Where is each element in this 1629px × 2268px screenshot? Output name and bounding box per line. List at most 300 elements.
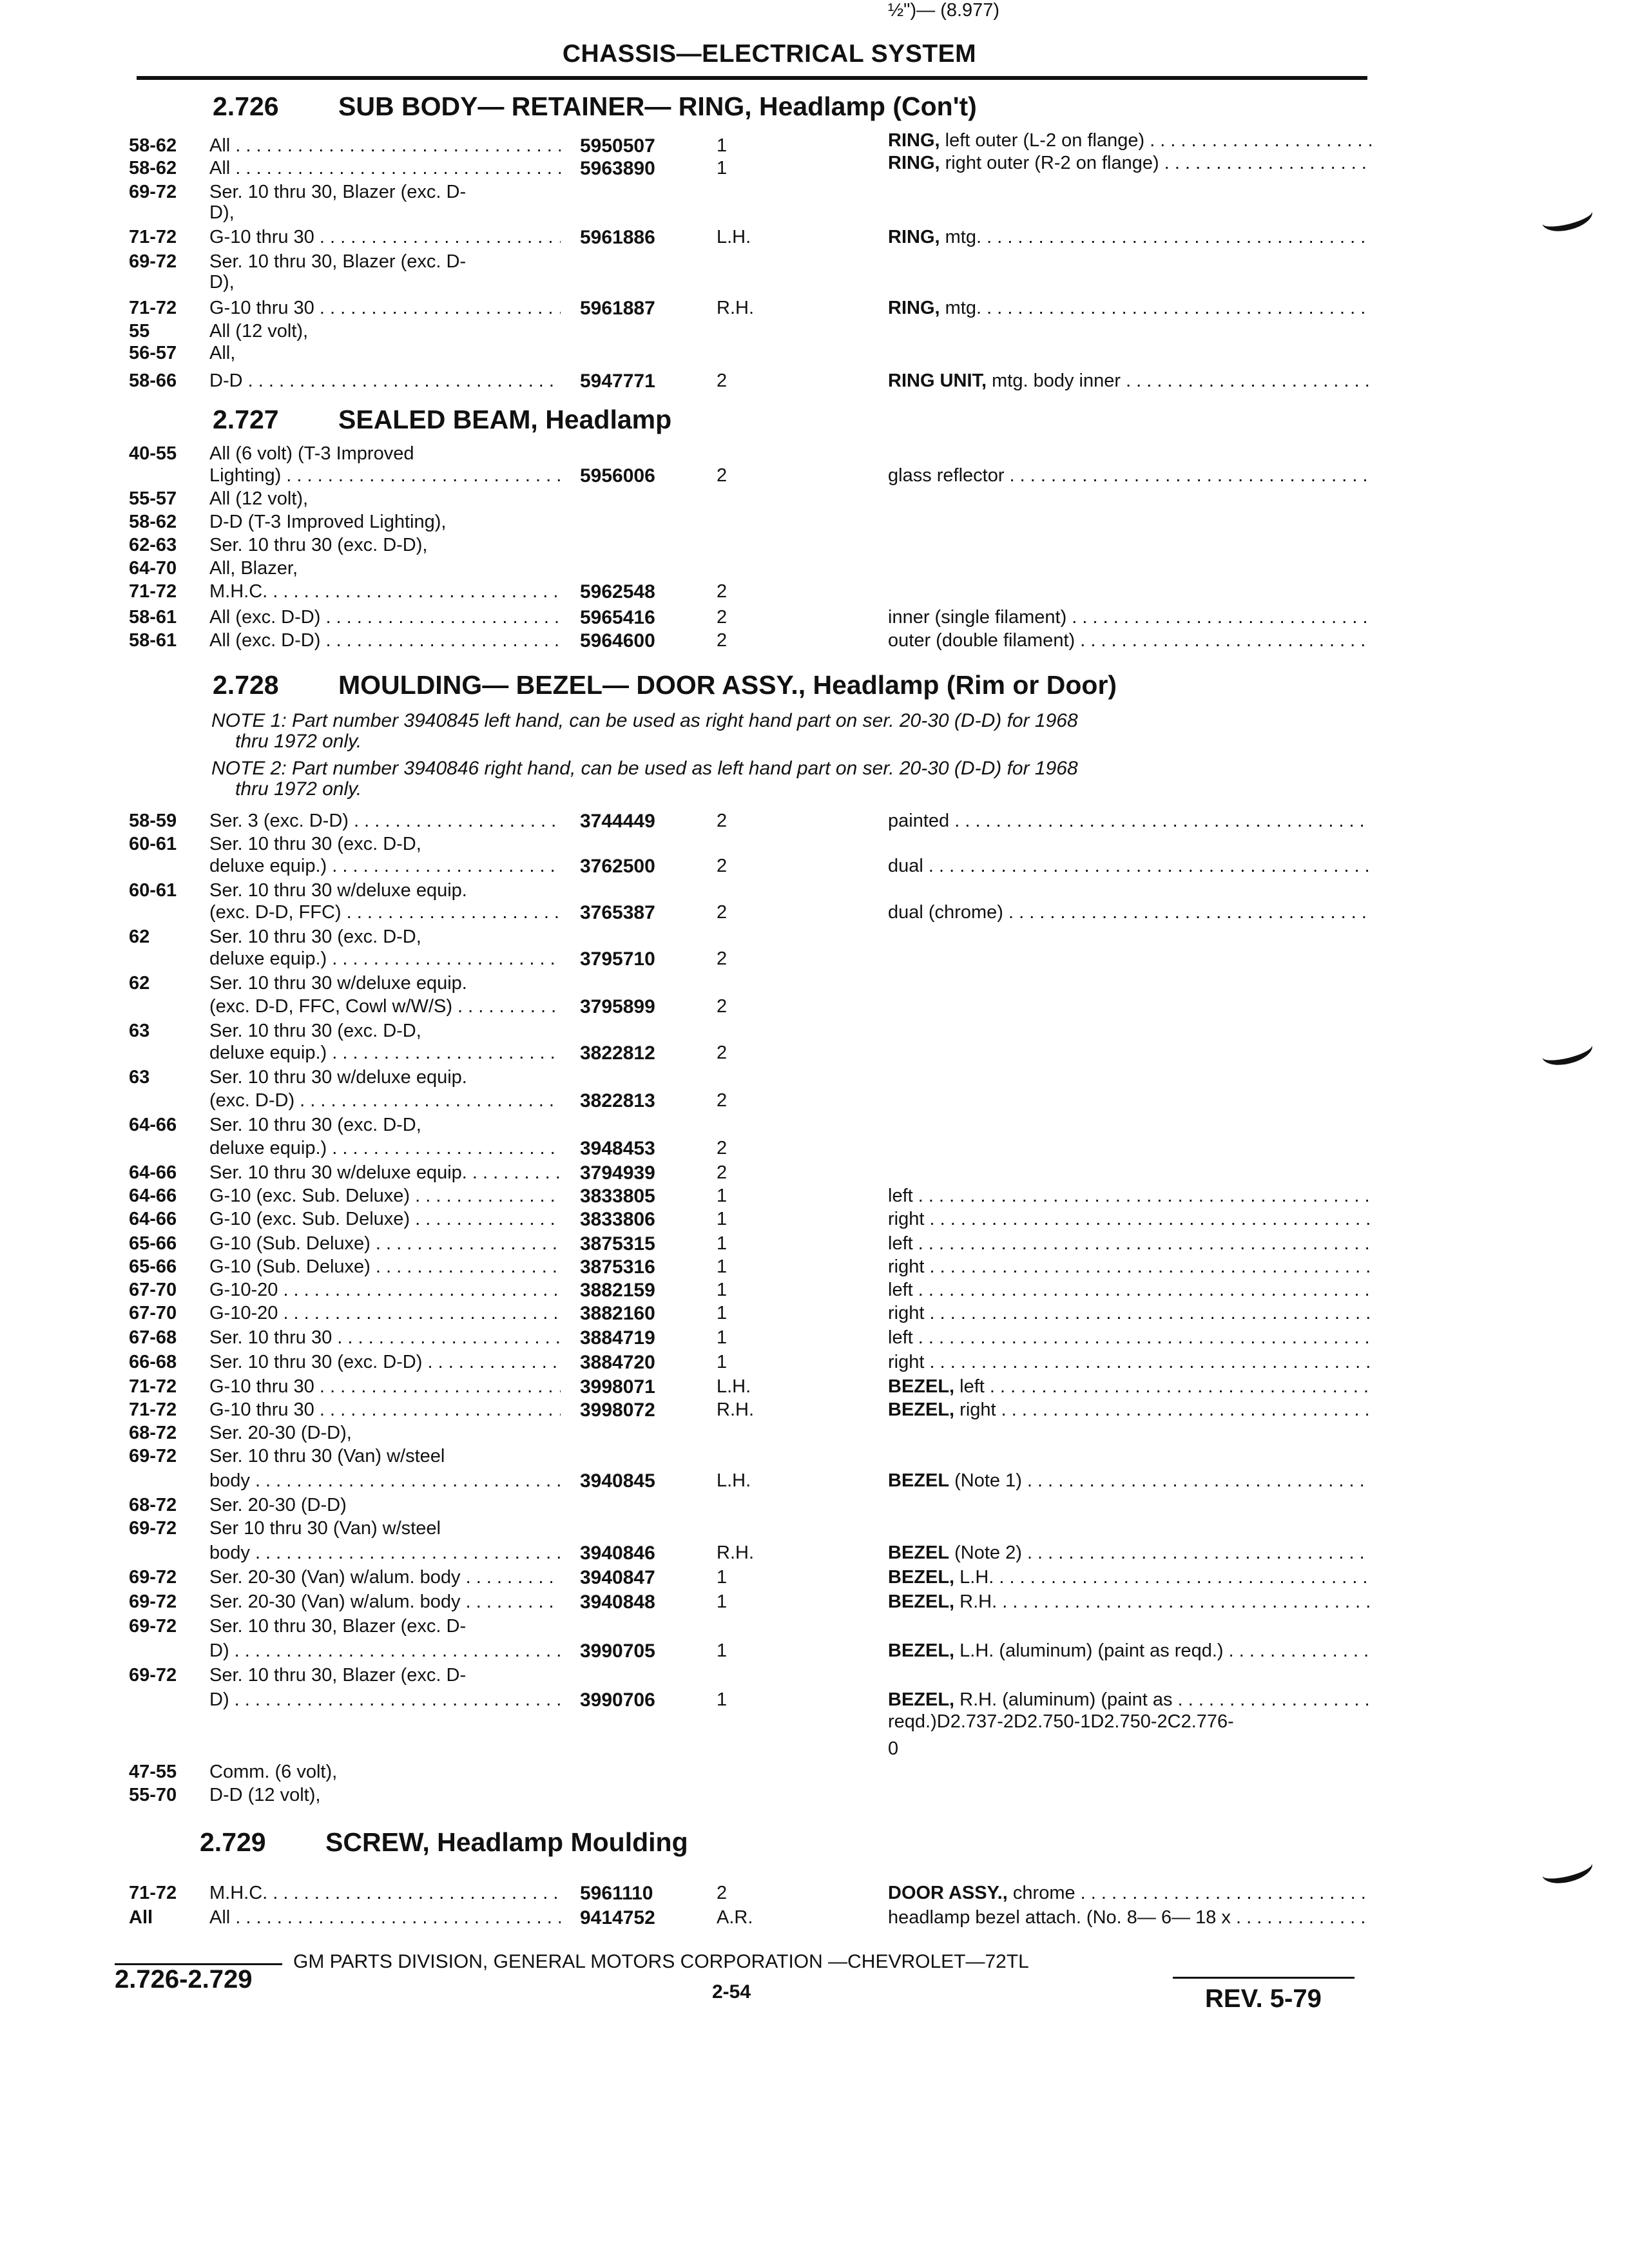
description: BEZEL (Note 1) . . . [888, 1470, 1371, 1492]
application: M.H.C. . . . [209, 1883, 561, 1904]
table-row [0, 1665, 1629, 1688]
application: (exc. D-D, FFC) . . . [209, 902, 561, 923]
section-number: 2.728 [213, 670, 279, 700]
application: M.H.C. . . . [209, 581, 561, 602]
table-row [0, 902, 1629, 925]
quantity: 1 [717, 1209, 728, 1229]
quantity: 1 [717, 1567, 728, 1588]
footer-rule [1173, 1977, 1354, 1979]
table-row [0, 927, 1629, 950]
year-range: 69-72 [129, 182, 177, 202]
revision-label: REV. 5-79 [1205, 1984, 1322, 2013]
quantity: L.H. [717, 227, 751, 247]
year-range: 58-61 [129, 630, 177, 651]
year-range: 58-61 [129, 607, 177, 628]
table-row [0, 153, 1629, 181]
year-range: 67-70 [129, 1280, 177, 1300]
quantity: 1 [717, 1186, 728, 1206]
application: Ser. 10 thru 30 (exc. D-D) . . . [209, 1352, 561, 1373]
description: BEZEL, left . . . [888, 1376, 1371, 1398]
year-range: 69-72 [129, 1446, 177, 1466]
year-range: 71-72 [129, 1883, 177, 1903]
table-row [0, 465, 1629, 488]
application: Ser. 3 (exc. D-D) . . . [209, 811, 561, 832]
description: 0 [888, 1738, 899, 1759]
part-number: 3882160 [580, 1303, 655, 1324]
year-range: 71-72 [129, 1376, 177, 1397]
table-row [0, 1303, 1629, 1326]
table-row [0, 1209, 1629, 1232]
year-range: 55 [129, 321, 150, 341]
quantity: 1 [717, 158, 728, 178]
application: Comm. (6 volt), [209, 1762, 338, 1782]
year-range: 65-66 [129, 1256, 177, 1277]
application: Ser. 10 thru 30 w/deluxe equip. [209, 1067, 467, 1088]
table-row [0, 1785, 1629, 1808]
year-range: 55-70 [129, 1785, 177, 1805]
application: Ser. 20-30 (D-D), [209, 1423, 352, 1443]
table-row [0, 834, 1629, 857]
table-row [0, 856, 1629, 879]
year-range: 58-59 [129, 811, 177, 831]
application: All (6 volt) (T-3 Improved [209, 443, 414, 464]
section-heading-2727 [213, 405, 671, 435]
year-range: 68-72 [129, 1423, 177, 1443]
section-number: 2.729 [200, 1827, 266, 1857]
application: All . . . [209, 1907, 561, 1928]
application: Ser. 10 thru 30, Blazer (exc. D- [209, 251, 467, 272]
table-row [0, 1738, 1629, 1762]
year-range: 69-72 [129, 1616, 177, 1637]
year-range: 47-55 [129, 1762, 177, 1782]
part-number: 5950507 [580, 135, 655, 157]
quantity: 2 [717, 1090, 728, 1111]
year-range: 64-66 [129, 1115, 177, 1135]
quantity: A.R. [717, 1907, 753, 1928]
table-row [0, 1256, 1629, 1280]
year-range: 71-72 [129, 1399, 177, 1420]
quantity: R.H. [717, 1399, 754, 1420]
application: Ser. 10 thru 30, Blazer (exc. D- [209, 1616, 467, 1637]
table-row [0, 1689, 1629, 1713]
table-row [0, 1352, 1629, 1375]
description: left . . . [888, 1233, 1371, 1254]
page-number: 2-54 [712, 1981, 751, 2003]
table-row [0, 948, 1629, 972]
table-row [0, 512, 1629, 535]
table-row [0, 298, 1629, 321]
quantity: 2 [717, 948, 728, 969]
table-row [0, 558, 1629, 581]
table-row [0, 1399, 1629, 1423]
part-number: 3940848 [580, 1591, 655, 1613]
description: left . . . [888, 1327, 1371, 1349]
note-line: NOTE 1: Part number 3940845 left hand, can be used as right hand part on ser. 20-30 (D-D) for 1968 [211, 710, 1078, 731]
year-range: 67-70 [129, 1303, 177, 1323]
part-number: 9414752 [580, 1907, 655, 1928]
quantity: L.H. [717, 1470, 751, 1491]
section-title: MOULDING— BEZEL— DOOR ASSY., Headlamp (Rim or Door) [338, 670, 1117, 700]
quantity: 2 [717, 1883, 728, 1903]
year-range: 71-72 [129, 227, 177, 247]
table-row [0, 1138, 1629, 1161]
part-number: 3765387 [580, 902, 655, 923]
year-range: 58-66 [129, 370, 177, 391]
description: ½")— (8.977) [888, 0, 1000, 21]
part-number: 5947771 [580, 370, 655, 392]
year-range: 56-57 [129, 343, 177, 363]
application: D), [209, 272, 235, 293]
part-number: 3990706 [580, 1689, 655, 1711]
application: All (exc. D-D) . . . [209, 630, 561, 651]
table-row [0, 1280, 1629, 1303]
part-number: 3875316 [580, 1256, 655, 1278]
quantity: 2 [717, 1162, 728, 1183]
description: dual (chrome) . . . [888, 902, 1371, 923]
table-row [0, 321, 1629, 344]
year-range: 69-72 [129, 1518, 177, 1539]
table-row [0, 1115, 1629, 1138]
year-range: 67-68 [129, 1327, 177, 1348]
quantity: 2 [717, 465, 728, 486]
description: BEZEL, L.H. (aluminum) (paint as reqd.) . . . [888, 1640, 1371, 1662]
quantity: 2 [717, 996, 728, 1017]
quantity: R.H. [717, 298, 754, 318]
description: right . . . [888, 1303, 1371, 1324]
application: Ser. 10 thru 30 (Van) w/steel [209, 1446, 445, 1466]
application: All . . . [209, 158, 561, 179]
table-row [0, 1907, 1629, 1930]
application: Ser 10 thru 30 (Van) w/steel [209, 1518, 441, 1539]
application: Ser. 10 thru 30, Blazer (exc. D- [209, 182, 467, 202]
year-range: 63 [129, 1021, 150, 1041]
quantity: 1 [717, 1689, 728, 1710]
year-range: 58-62 [129, 512, 177, 532]
year-range: All [129, 1907, 153, 1928]
part-number: 5964600 [580, 630, 655, 651]
application: D-D (T-3 Improved Lighting), [209, 512, 447, 532]
table-row [0, 1233, 1629, 1256]
description: glass reflector . . . [888, 465, 1371, 486]
footer-publisher: GM PARTS DIVISION, GENERAL MOTORS CORPORATION —CHEVROLET—72TL [293, 1951, 1029, 1972]
year-range: 58-62 [129, 135, 177, 156]
table-row [0, 272, 1629, 295]
part-number: 3998071 [580, 1376, 655, 1398]
application: (exc. D-D, FFC, Cowl w/W/S) . . . [209, 996, 561, 1017]
application: G-10 (exc. Sub. Deluxe) . . . [209, 1209, 561, 1230]
quantity: 2 [717, 856, 728, 876]
table-row [0, 227, 1629, 250]
footer-section-range: 2.726-2.729 [115, 1965, 253, 1994]
part-number: 3884720 [580, 1352, 655, 1373]
year-range: 71-72 [129, 298, 177, 318]
year-range: 69-72 [129, 1591, 177, 1612]
application: deluxe equip.) . . . [209, 1138, 561, 1159]
description: RING, left outer (L-2 on flange) . . . [888, 130, 1371, 151]
description: right . . . [888, 1209, 1371, 1230]
table-row [0, 130, 1629, 159]
table-row [0, 1470, 1629, 1494]
description: BEZEL, right . . . [888, 1399, 1371, 1421]
application: G-10-20 . . . [209, 1280, 561, 1301]
application: deluxe equip.) . . . [209, 1043, 561, 1064]
table-row [0, 1640, 1629, 1664]
part-number: 3822813 [580, 1090, 655, 1111]
description: right . . . [888, 1256, 1371, 1278]
part-number: 5961887 [580, 298, 655, 319]
quantity: 1 [717, 135, 728, 156]
application: Ser. 10 thru 30 (exc. D-D, [209, 1115, 421, 1135]
application: Ser. 10 thru 30 w/deluxe equip. . . . [209, 1162, 561, 1184]
quantity: 1 [717, 1233, 728, 1254]
table-row [0, 535, 1629, 558]
application: All, Blazer, [209, 558, 298, 579]
table-row [0, 182, 1629, 205]
quantity: 2 [717, 581, 728, 602]
part-number: 3940845 [580, 1470, 655, 1492]
part-number: 5965416 [580, 607, 655, 628]
application: Ser. 10 thru 30 (exc. D-D, [209, 1021, 421, 1041]
table-row [0, 1518, 1629, 1541]
part-number: 3998072 [580, 1399, 655, 1421]
application: G-10 thru 30 . . . [209, 298, 561, 319]
section-heading-2729 [200, 1827, 688, 1858]
description: RING UNIT, mtg. body inner . . . [888, 370, 1371, 392]
application: Ser. 10 thru 30 (exc. D-D, [209, 927, 421, 947]
part-number: 3744449 [580, 811, 655, 832]
description: BEZEL, R.H. . . . [888, 1591, 1371, 1613]
quantity: 2 [717, 630, 728, 651]
year-range: 65-66 [129, 1233, 177, 1254]
application: D) . . . [209, 1640, 561, 1662]
application: All (12 volt), [209, 488, 309, 509]
table-row [0, 996, 1629, 1019]
part-number: 3833806 [580, 1209, 655, 1230]
application: deluxe equip.) . . . [209, 856, 561, 877]
quantity: 2 [717, 1043, 728, 1063]
application: All (12 volt), [209, 321, 309, 341]
application: G-10 thru 30 . . . [209, 227, 561, 248]
section-number: 2.727 [213, 405, 279, 434]
table-row [0, 880, 1629, 903]
quantity: 1 [717, 1256, 728, 1277]
note-line: thru 1972 only. [235, 731, 362, 752]
table-row [0, 370, 1629, 394]
application: Ser. 10 thru 30 w/deluxe equip. [209, 973, 467, 994]
application: Ser. 10 thru 30 (exc. D-D), [209, 535, 428, 555]
year-range: 40-55 [129, 443, 177, 464]
description: DOOR ASSY., chrome . . . [888, 1883, 1371, 1904]
application: deluxe equip.) . . . [209, 948, 561, 970]
section-heading-2726 [213, 91, 977, 122]
table-row [0, 1567, 1629, 1590]
year-range: 62-63 [129, 535, 177, 555]
part-number: 3822812 [580, 1043, 655, 1064]
description: painted . . . [888, 811, 1371, 832]
application: G-10 (exc. Sub. Deluxe) . . . [209, 1186, 561, 1207]
quantity: 1 [717, 1327, 728, 1348]
section-title: SEALED BEAM, Headlamp [338, 405, 672, 434]
table-row [0, 811, 1629, 834]
table-row [0, 1186, 1629, 1209]
section-title: SUB BODY— RETAINER— RING, Headlamp (Con't) [338, 91, 977, 121]
quantity: 2 [717, 1138, 728, 1158]
quantity: 1 [717, 1352, 728, 1372]
description: reqd.)D2.737-2D2.750-1D2.750-2C2.776- [888, 1711, 1234, 1732]
description: BEZEL, L.H. . . . [888, 1567, 1371, 1588]
description: right . . . [888, 1352, 1371, 1373]
description: left . . . [888, 1280, 1371, 1301]
part-number: 3833805 [580, 1186, 655, 1207]
part-number: 5961886 [580, 227, 655, 248]
application: Ser. 10 thru 30 (exc. D-D, [209, 834, 421, 854]
application: G-10 thru 30 . . . [209, 1399, 561, 1421]
part-number: 3795710 [580, 948, 655, 970]
description: outer (double filament) . . . [888, 630, 1371, 651]
table-row [0, 1423, 1629, 1446]
part-number: 5963890 [580, 158, 655, 179]
part-number: 3884719 [580, 1327, 655, 1349]
table-row [0, 343, 1629, 366]
year-range: 71-72 [129, 581, 177, 602]
description: RING, mtg. . . . [888, 298, 1371, 319]
table-row [0, 1616, 1629, 1639]
application: D) . . . [209, 1689, 561, 1711]
table-row [0, 1762, 1629, 1785]
section-number: 2.726 [213, 91, 279, 121]
year-range: 69-72 [129, 1665, 177, 1686]
year-range: 66-68 [129, 1352, 177, 1372]
year-range: 64-66 [129, 1186, 177, 1206]
year-range: 64-66 [129, 1162, 177, 1183]
table-row [0, 581, 1629, 604]
page-header [0, 40, 1629, 68]
table-row [0, 1162, 1629, 1186]
quantity: 1 [717, 1280, 728, 1300]
year-range: 64-66 [129, 1209, 177, 1229]
table-row [0, 1542, 1629, 1566]
table-row [0, 1711, 1629, 1735]
quantity: 2 [717, 607, 728, 628]
year-range: 62 [129, 973, 150, 994]
part-number: 3940847 [580, 1567, 655, 1588]
table-row [0, 973, 1629, 996]
application: Ser. 10 thru 30 w/deluxe equip. [209, 880, 467, 901]
header-rule [137, 76, 1367, 80]
table-row [0, 630, 1629, 653]
table-row [0, 1446, 1629, 1469]
description: RING, right outer (R-2 on flange) . . . [888, 153, 1371, 174]
table-row [0, 0, 1629, 23]
section-heading-2728 [213, 670, 1117, 700]
part-number: 3940846 [580, 1542, 655, 1564]
part-number: 5961110 [580, 1883, 653, 1904]
table-row [0, 251, 1629, 274]
table-row [0, 1591, 1629, 1615]
page-title: CHASSIS—ELECTRICAL SYSTEM [562, 40, 977, 68]
part-number: 3795899 [580, 996, 655, 1017]
table-row [0, 1495, 1629, 1518]
part-number: 3882159 [580, 1280, 655, 1301]
table-row [0, 488, 1629, 512]
application: body . . . [209, 1542, 561, 1564]
application: Ser. 10 thru 30 . . . [209, 1327, 561, 1349]
section-title: SCREW, Headlamp Moulding [325, 1827, 688, 1857]
year-range: 69-72 [129, 1567, 177, 1588]
application: G-10-20 . . . [209, 1303, 561, 1324]
description: headlamp bezel attach. (No. 8— 6— 18 x . . . [888, 1907, 1371, 1928]
table-row [0, 1043, 1629, 1066]
year-range: 69-72 [129, 251, 177, 272]
year-range: 63 [129, 1067, 150, 1088]
application: D-D . . . [209, 370, 561, 392]
description: dual . . . [888, 856, 1371, 877]
table-row [0, 1090, 1629, 1113]
quantity: 1 [717, 1640, 728, 1661]
note-line: NOTE 2: Part number 3940846 right hand, can be used as left hand part on ser. 20-30 (D-D) for 1968 [211, 758, 1078, 779]
part-number: 3794939 [580, 1162, 655, 1184]
year-range: 60-61 [129, 880, 177, 901]
quantity: 2 [717, 902, 728, 923]
quantity: 1 [717, 1303, 728, 1323]
application: D), [209, 202, 235, 223]
year-range: 68-72 [129, 1495, 177, 1515]
application: Ser. 20-30 (Van) w/alum. body . . . [209, 1567, 561, 1588]
year-range: 55-57 [129, 488, 177, 509]
quantity: L.H. [717, 1376, 751, 1397]
year-range: 58-62 [129, 158, 177, 178]
part-number: 5962548 [580, 581, 655, 602]
description: inner (single filament) . . . [888, 607, 1371, 628]
quantity: 2 [717, 811, 728, 831]
part-number: 3762500 [580, 856, 655, 877]
description: BEZEL (Note 2) . . . [888, 1542, 1371, 1564]
table-row [0, 443, 1629, 466]
table-row [0, 1067, 1629, 1090]
application: body . . . [209, 1470, 561, 1492]
application: Ser. 20-30 (Van) w/alum. body . . . [209, 1591, 561, 1613]
application: G-10 (Sub. Deluxe) . . . [209, 1256, 561, 1278]
part-number: 3875315 [580, 1233, 655, 1254]
part-number: 3990705 [580, 1640, 655, 1662]
table-row [0, 607, 1629, 630]
application: All . . . [209, 135, 561, 157]
table-row [0, 202, 1629, 226]
note-line: thru 1972 only. [235, 778, 362, 800]
application: D-D (12 volt), [209, 1785, 321, 1805]
year-range: 62 [129, 927, 150, 947]
table-row [0, 1883, 1629, 1906]
table-row [0, 1021, 1629, 1044]
application: Lighting) . . . [209, 465, 561, 486]
quantity: R.H. [717, 1542, 754, 1563]
year-range: 64-70 [129, 558, 177, 579]
quantity: 2 [717, 370, 728, 391]
table-row [0, 1327, 1629, 1350]
application: All (exc. D-D) . . . [209, 607, 561, 628]
description: left . . . [888, 1186, 1371, 1207]
year-range: 60-61 [129, 834, 177, 854]
application: G-10 (Sub. Deluxe) . . . [209, 1233, 561, 1254]
application: Ser. 20-30 (D-D) [209, 1495, 347, 1515]
application: G-10 thru 30 . . . [209, 1376, 561, 1398]
application: (exc. D-D) . . . [209, 1090, 561, 1111]
quantity: 1 [717, 1591, 728, 1612]
table-row [0, 1376, 1629, 1399]
description: BEZEL, R.H. (aluminum) (paint as . . . [888, 1689, 1371, 1711]
application: Ser. 10 thru 30, Blazer (exc. D- [209, 1665, 467, 1686]
application: All, [209, 343, 236, 363]
